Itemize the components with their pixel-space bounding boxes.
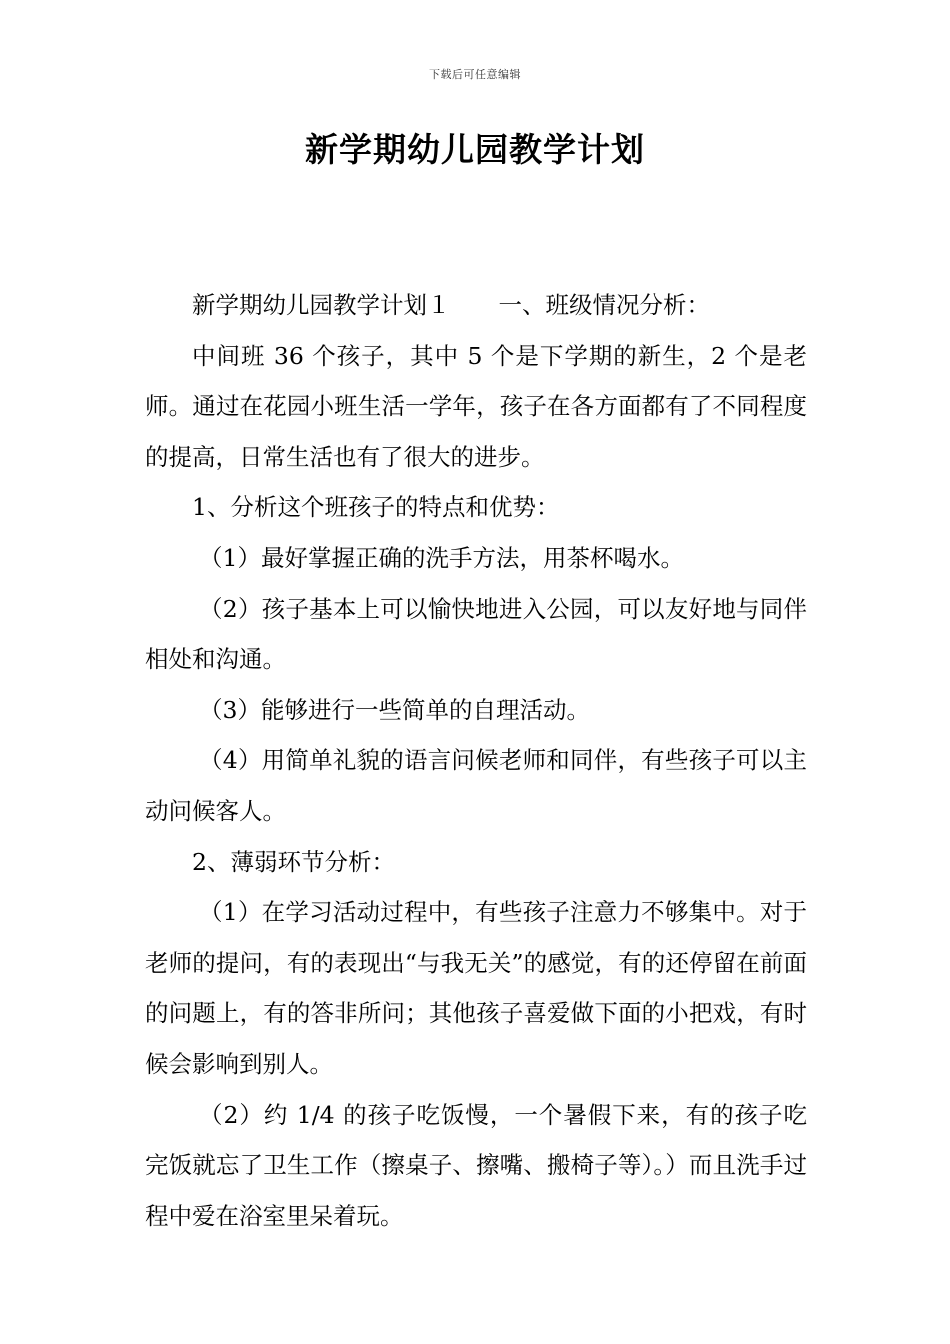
list-item-strength-3: （3）能够进行一些简单的自理活动。 xyxy=(199,695,590,724)
list-item-strength-1: （1）最好掌握正确的洗手方法，用茶杯喝水。 xyxy=(199,543,684,572)
paragraph-intro xyxy=(145,280,807,331)
subheading-strengths: 1、分析这个班孩子的特点和优势： xyxy=(192,493,560,522)
list-item-weakness-1: （1）在学习活动过程中，有些孩子注意力不够集中。对于老师的提问，有的表现出“与我无关”的感觉，有的还停留在前面的问题上，有的答非所问；其他孩子喜爱做下面的小把戏，有时候会影响到别人。 xyxy=(145,898,807,1078)
section-heading-class-analysis: 一、班级情况分析： xyxy=(498,291,710,319)
intro-heading: 新学期幼儿园教学计划１ xyxy=(192,291,451,319)
paragraph-class-overview: 中间班 36 个孩子，其中 5 个是下学期的新生，2 个是老师。通过在花园小班生活一学年，孩子在各方面都有了不同程度的提高，日常生活也有了很大的进步。 xyxy=(145,341,807,471)
header-note: 下载后可任意编辑 xyxy=(429,68,521,81)
subheading-weaknesses: 2、薄弱环节分析： xyxy=(192,847,395,876)
list-item-weakness-2: （2）约 1/4 的孩子吃饭慢，一个暑假下来，有的孩子吃完饭就忘了卫生工作（擦桌子、擦嘴、搬椅子等）。）而且洗手过程中爱在浴室里呆着玩。 xyxy=(145,1100,807,1230)
list-item-strength-4: （4）用简单礼貌的语言问候老师和同伴，有些孩子可以主动问候客人。 xyxy=(145,746,807,825)
document-title: 新学期幼儿园教学计划 xyxy=(305,130,645,169)
document-body xyxy=(145,280,807,1241)
list-item-strength-2: （2）孩子基本上可以愉快地进入公园，可以友好地与同伴相处和沟通。 xyxy=(145,594,807,674)
